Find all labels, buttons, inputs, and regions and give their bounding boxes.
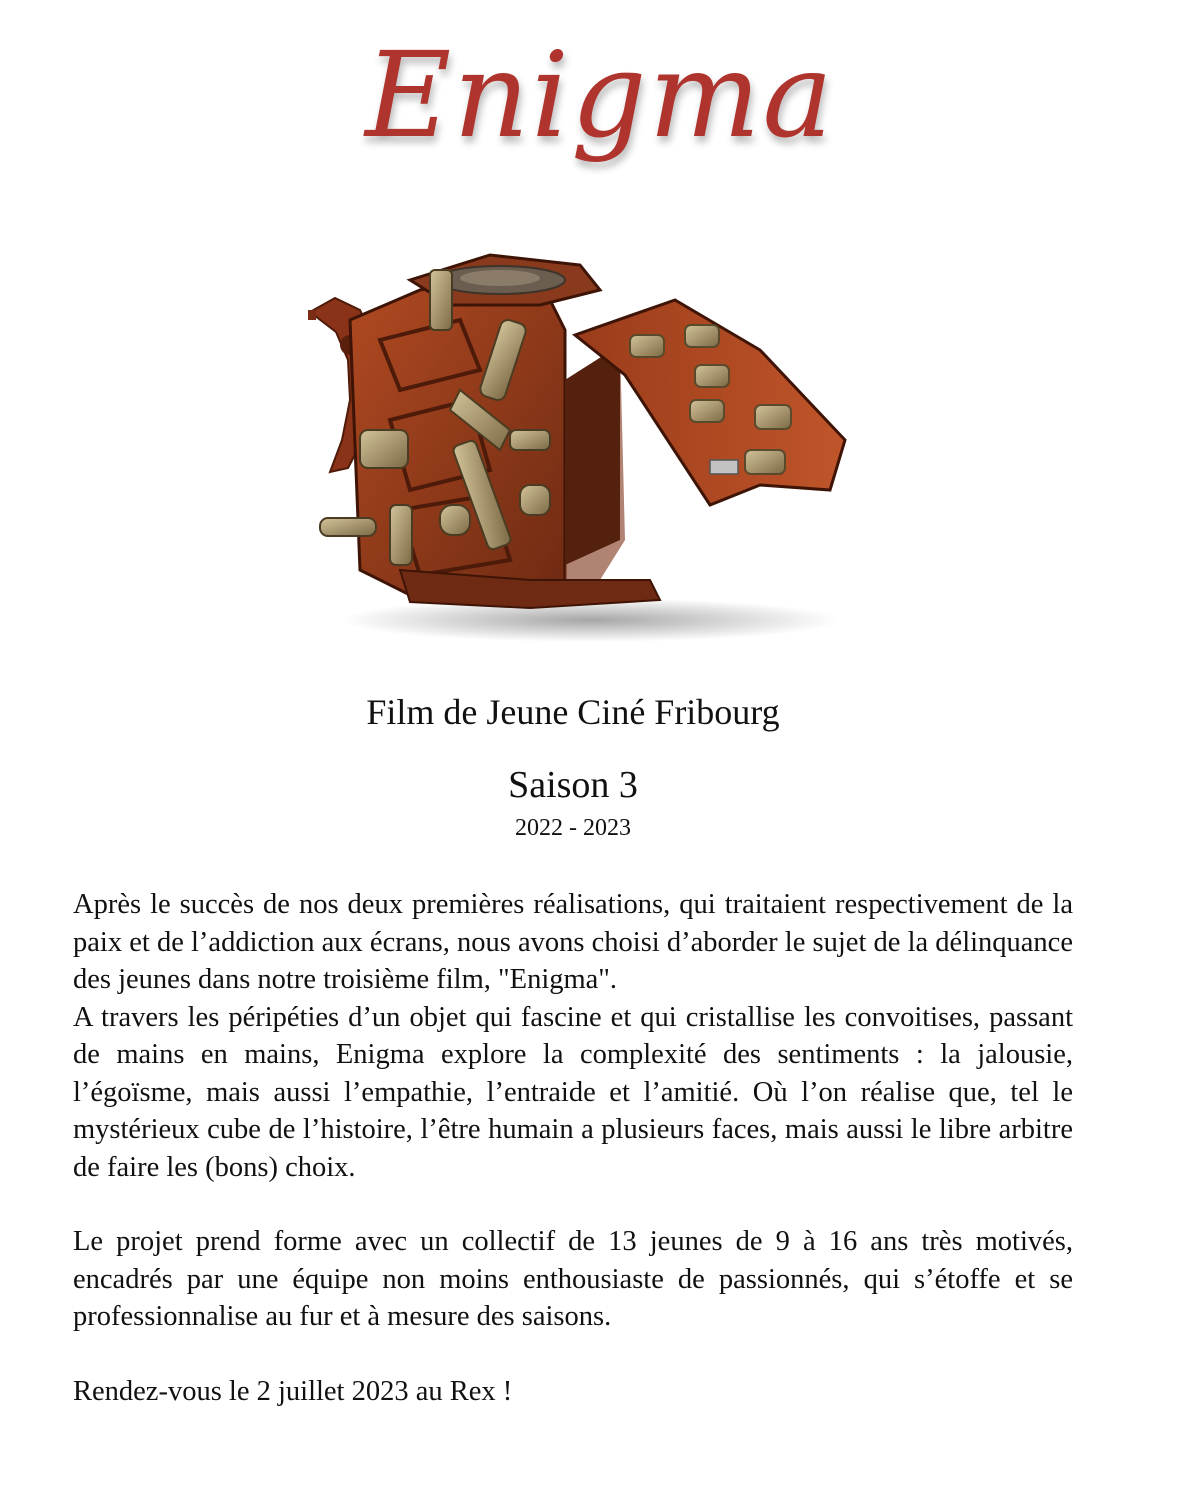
season-label: Saison 3 (508, 764, 638, 806)
enigma-logo-title: Enigma (365, 26, 835, 164)
paragraph-event-date: Rendez-vous le 2 juillet 2023 au Rex ! (73, 1375, 513, 1407)
paragraph-spacer (73, 1186, 1073, 1223)
puzzle-cube-illustration (290, 250, 870, 650)
enigma-cube-image (290, 250, 870, 650)
film-credit-line: Film de Jeune Ciné Fribourg (366, 692, 780, 732)
season-years: 2022 - 2023 (515, 815, 631, 841)
paragraph-spacer (73, 1336, 1073, 1373)
description-text (73, 886, 1073, 1410)
paragraph-project: Le projet prend forme avec un collectif de 13 jeunes de 9 à 16 ans très motivés, encadrés par une équipe non moins enthousiaste de passionnés, qui s’étoffe et se professionnalise au fur et à mesure des saisons. (73, 1226, 1073, 1332)
paragraph-synopsis: A travers les péripéties d’un objet qui fascine et qui cristallise les convoitises, passant de mains en mains, Enigma explore la complexité des sentiments : la jalousie, l’égoïsme, mais aussi l’empathie, l’entraide et l’amitié. Où l’on réalise que, tel le mystérieux cube de l’histoire, l’être humain a plusieurs faces, mais aussi le libre arbitre de faire les (bons) choix. (73, 1001, 1073, 1183)
paragraph-first-films: Après le succès de nos deux premières réalisations, qui traitaient respectivement de la paix et de l’addiction aux écrans, nous avons choisi d’aborder le sujet de la délinquance des jeunes dans notre troisième film, "Enigma". (73, 889, 1073, 995)
